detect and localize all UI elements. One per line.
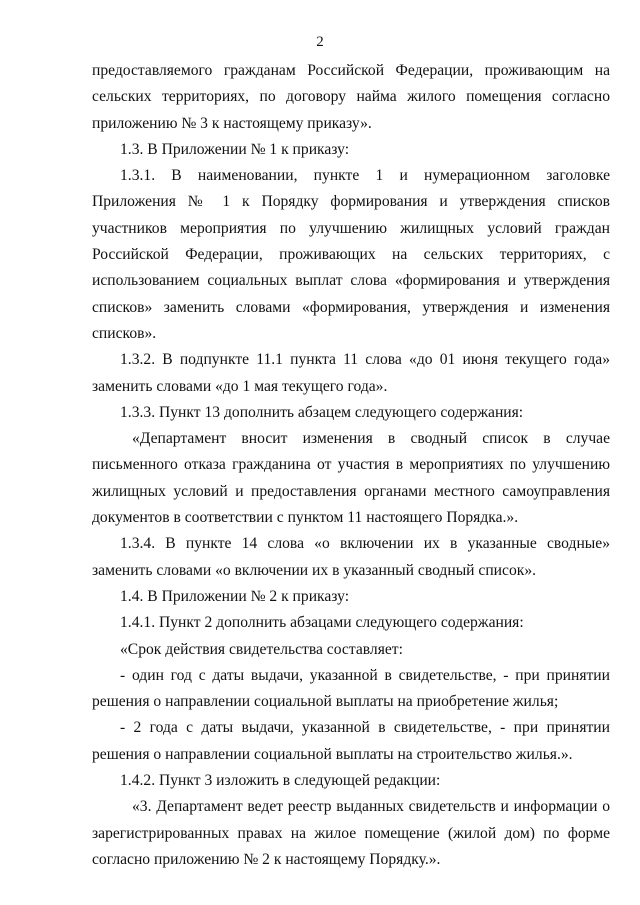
paragraph-two-years: - 2 года с даты выдачи, указанной в свидетельстве, - при принятии решения о направлении социальной выплаты на строительство жилья.». <box>92 719 610 763</box>
paragraph-continuation: предоставляемого гражданам Российской Федерации, проживающим на сельских территориях, по договору найма жилого помещения согласно приложению № 3 к настоящему приказу». <box>92 62 610 132</box>
paragraph-1-3-1: 1.3.1. В наименовании, пункте 1 и нумерационном заголовке Приложения № 1 к Порядку формирования и утверждения списков участников мероприятия по улучшению жилищных условий граждан Российской Федерации, проживающих на сельских территориях, с использованием социальных выплат слова «формирования и утверждения списков» заменить словами «формирования, утверждения и изменения списков». <box>92 167 610 342</box>
paragraph-1-3: 1.3. В Приложении № 1 к приказу: <box>120 140 350 158</box>
paragraph-quote-department: «Департамент вносит изменения в сводный список в случае письменного отказа гражданина от участия в мероприятиях по улучшению жилищных условий и предоставления органами местного самоуправления документов в соответствии с пунктом 11 настоящего Порядка.». <box>92 430 610 527</box>
paragraph-1-3-2: 1.3.2. В подпункте 11.1 пункта 11 слова «до 01 июня текущего года» заменить словами «до 1 мая текущего года». <box>92 351 610 395</box>
paragraph-quote-3: «3. Департамент ведет реестр выданных свидетельств и информации о зарегистрированных правах на жилое помещение (жилой дом) по форме согласно приложению № 2 к настоящему Порядку.». <box>92 798 610 868</box>
paragraph-1-4-1: 1.4.1. Пункт 2 дополнить абзацами следующего содержания: <box>120 614 524 632</box>
paragraph-validity-term: «Срок действия свидетельства составляет: <box>120 640 403 658</box>
paragraph-1-4-2: 1.4.2. Пункт 3 изложить в следующей редакции: <box>120 772 441 790</box>
document-body <box>92 58 610 873</box>
paragraph-1-3-3: 1.3.3. Пункт 13 дополнить абзацем следующего содержания: <box>120 403 524 421</box>
paragraph-1-3-4: 1.3.4. В пункте 14 слова «о включении их в указанные сводные» заменить словами «о включении их в указанный сводный список». <box>92 535 610 579</box>
paragraph-1-4: 1.4. В Приложении № 2 к приказу: <box>120 587 350 605</box>
paragraph-one-year: - один год с даты выдачи, указанной в свидетельстве, - при принятии решения о направлении социальной выплаты на приобретение жилья; <box>92 666 610 711</box>
page-number: 2 <box>316 34 324 50</box>
